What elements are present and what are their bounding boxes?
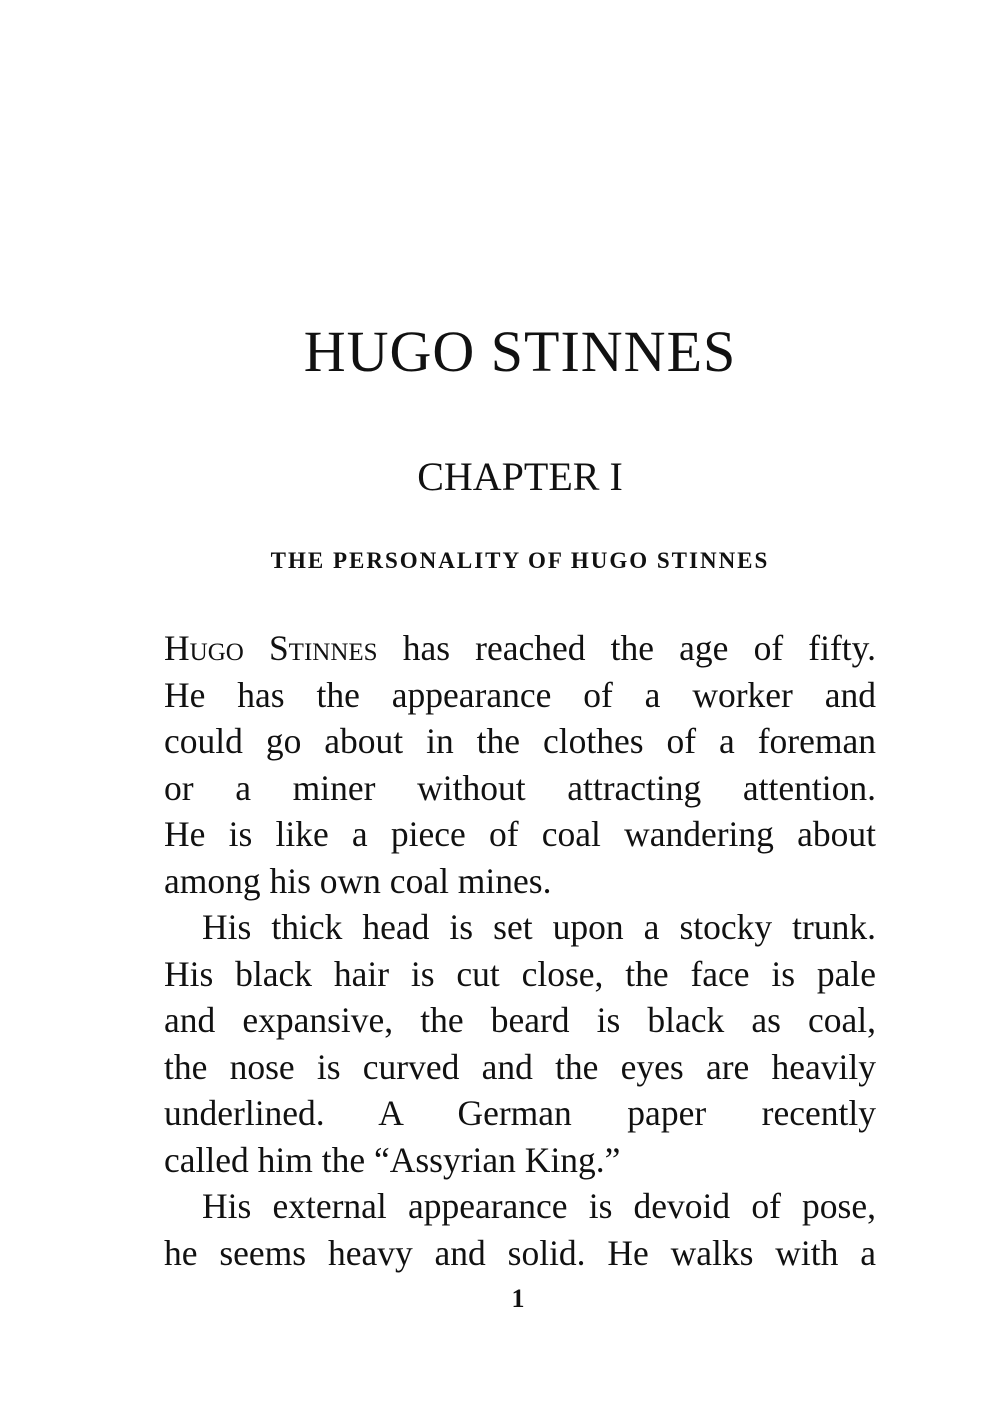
text-line: or a miner without attracting attention.	[164, 767, 876, 808]
text-line	[164, 625, 876, 672]
chapter-heading: CHAPTER I	[417, 454, 623, 499]
text-line: His external appearance is devoid of pose,	[202, 1186, 876, 1226]
text-line: underlined. A German paper recently	[164, 1093, 876, 1133]
page-number: 1	[511, 1284, 525, 1313]
paragraph	[164, 904, 876, 1183]
text-line: could go about in the clothes of a foreman	[164, 721, 876, 761]
text-line: the nose is curved and the eyes are heavily	[164, 1046, 876, 1087]
text-line: His thick head is set upon a stocky trunk.	[202, 907, 876, 947]
line-rest: has reached the age of fifty.	[377, 628, 876, 668]
paragraph	[164, 1183, 876, 1276]
text-line: He has the appearance of a worker and	[164, 674, 876, 715]
text-line: He is like a piece of coal wandering about	[164, 814, 876, 854]
paragraph	[164, 625, 876, 904]
text-line: and expansive, the beard is black as coal,	[164, 1000, 876, 1040]
text-line: among his own coal mines.	[164, 860, 552, 901]
body-text	[164, 625, 876, 1276]
text-line: His black hair is cut close, the face is pale	[164, 953, 876, 994]
book-title: HUGO STINNES	[303, 319, 737, 384]
smallcaps-lead: Hugo Stinnes	[164, 628, 378, 668]
text-line: called him the “Assyrian King.”	[164, 1139, 621, 1180]
text-line: he seems heavy and solid. He walks with a	[164, 1232, 876, 1273]
chapter-subtitle: THE PERSONALITY OF HUGO STINNES	[270, 548, 770, 573]
